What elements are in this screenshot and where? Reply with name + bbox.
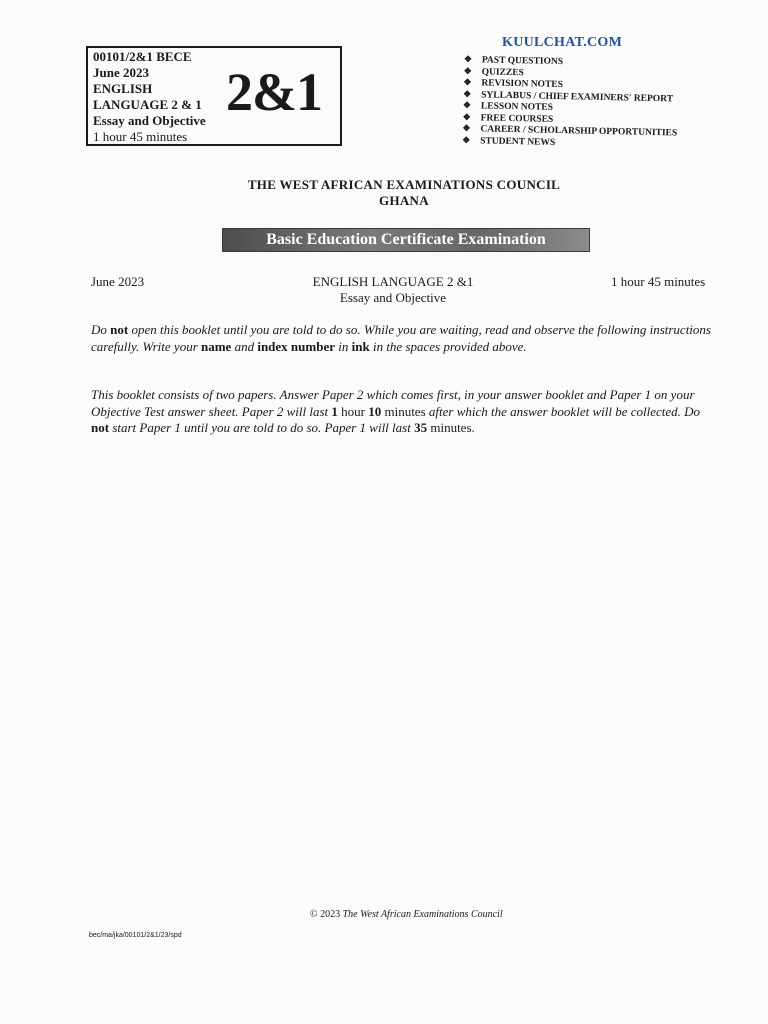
diamond-bullet-icon: ❖	[462, 134, 471, 145]
instructions-paragraph-2: This booklet consists of two papers. Answer Paper 2 which comes first, in your answer booklet and Paper 1 on your Objective Test answer sheet. Paper 2 will last 1 hour 10 minutes after which the answer booklet will be collected. Do not start Paper 1 until you are told to do so. Paper 1 will last 35 minutes.	[91, 387, 701, 435]
council-name: THE WEST AFRICAN EXAMINATIONS COUNCIL	[247, 177, 561, 192]
document-reference-code: bec/ma/jka/00101/2&1/23/spd	[89, 932, 182, 939]
exam-duration: 1 hour 45 minutes	[611, 274, 706, 289]
site-feature-item: ❖ LESSON NOTES	[462, 99, 554, 113]
site-feature-item: ❖ STUDENT NEWS	[462, 134, 556, 148]
paper-duration: 1 hour 45 minutes	[93, 129, 188, 144]
site-feature-item: ❖ SYLLABUS / CHIEF EXAMINERS' REPORT	[463, 88, 674, 104]
exam-subject-block	[303, 274, 483, 306]
paper-type: Essay and Objective	[93, 113, 206, 128]
exam-subject: ENGLISH LANGUAGE 2 &1	[312, 274, 474, 289]
diamond-bullet-icon: ❖	[463, 88, 472, 99]
diamond-bullet-icon: ❖	[462, 99, 472, 111]
exam-banner: Basic Education Certificate Examination	[222, 228, 590, 252]
diamond-bullet-icon: ❖	[463, 54, 473, 65]
instructions-paragraph-1: Do not open this booklet until you are told to do so. While you are waiting, read and observe the following instructions carefully. Write your name and index number in ink in the spaces provided above.	[91, 322, 711, 354]
paper-number: 2&1	[226, 62, 322, 122]
paper-subject-line1: ENGLISH	[93, 81, 153, 96]
paper-subject-line2: LANGUAGE 2 & 1	[93, 97, 202, 112]
site-feature-item: ❖ PAST QUESTIONS	[463, 54, 564, 68]
site-feature-item: ❖ FREE COURSES	[462, 111, 554, 125]
council-country: GHANA	[379, 193, 429, 208]
copyright-notice: © 2023 The West African Examinations Council	[310, 909, 503, 920]
paper-code: 00101/2&1 BECE	[93, 49, 192, 64]
diamond-bullet-icon: ❖	[462, 122, 471, 134]
site-feature-item: ❖ QUIZZES	[463, 65, 524, 78]
paper-code-lines	[93, 49, 206, 145]
site-features-list	[462, 54, 679, 150]
site-name: KUULCHAT.COM	[502, 35, 623, 50]
diamond-bullet-icon: ❖	[462, 111, 471, 122]
paper-code-box	[86, 46, 342, 146]
diamond-bullet-icon: ❖	[463, 76, 472, 88]
site-feature-item: ❖ CAREER / SCHOLARSHIP OPPORTUNITIES	[462, 122, 678, 139]
exam-date: June 2023	[91, 274, 145, 289]
exam-paper-type: Essay and Objective	[339, 290, 447, 305]
site-feature-item: ❖ REVISION NOTES	[463, 76, 564, 91]
paper-date: June 2023	[93, 65, 149, 80]
diamond-bullet-icon: ❖	[463, 65, 472, 76]
